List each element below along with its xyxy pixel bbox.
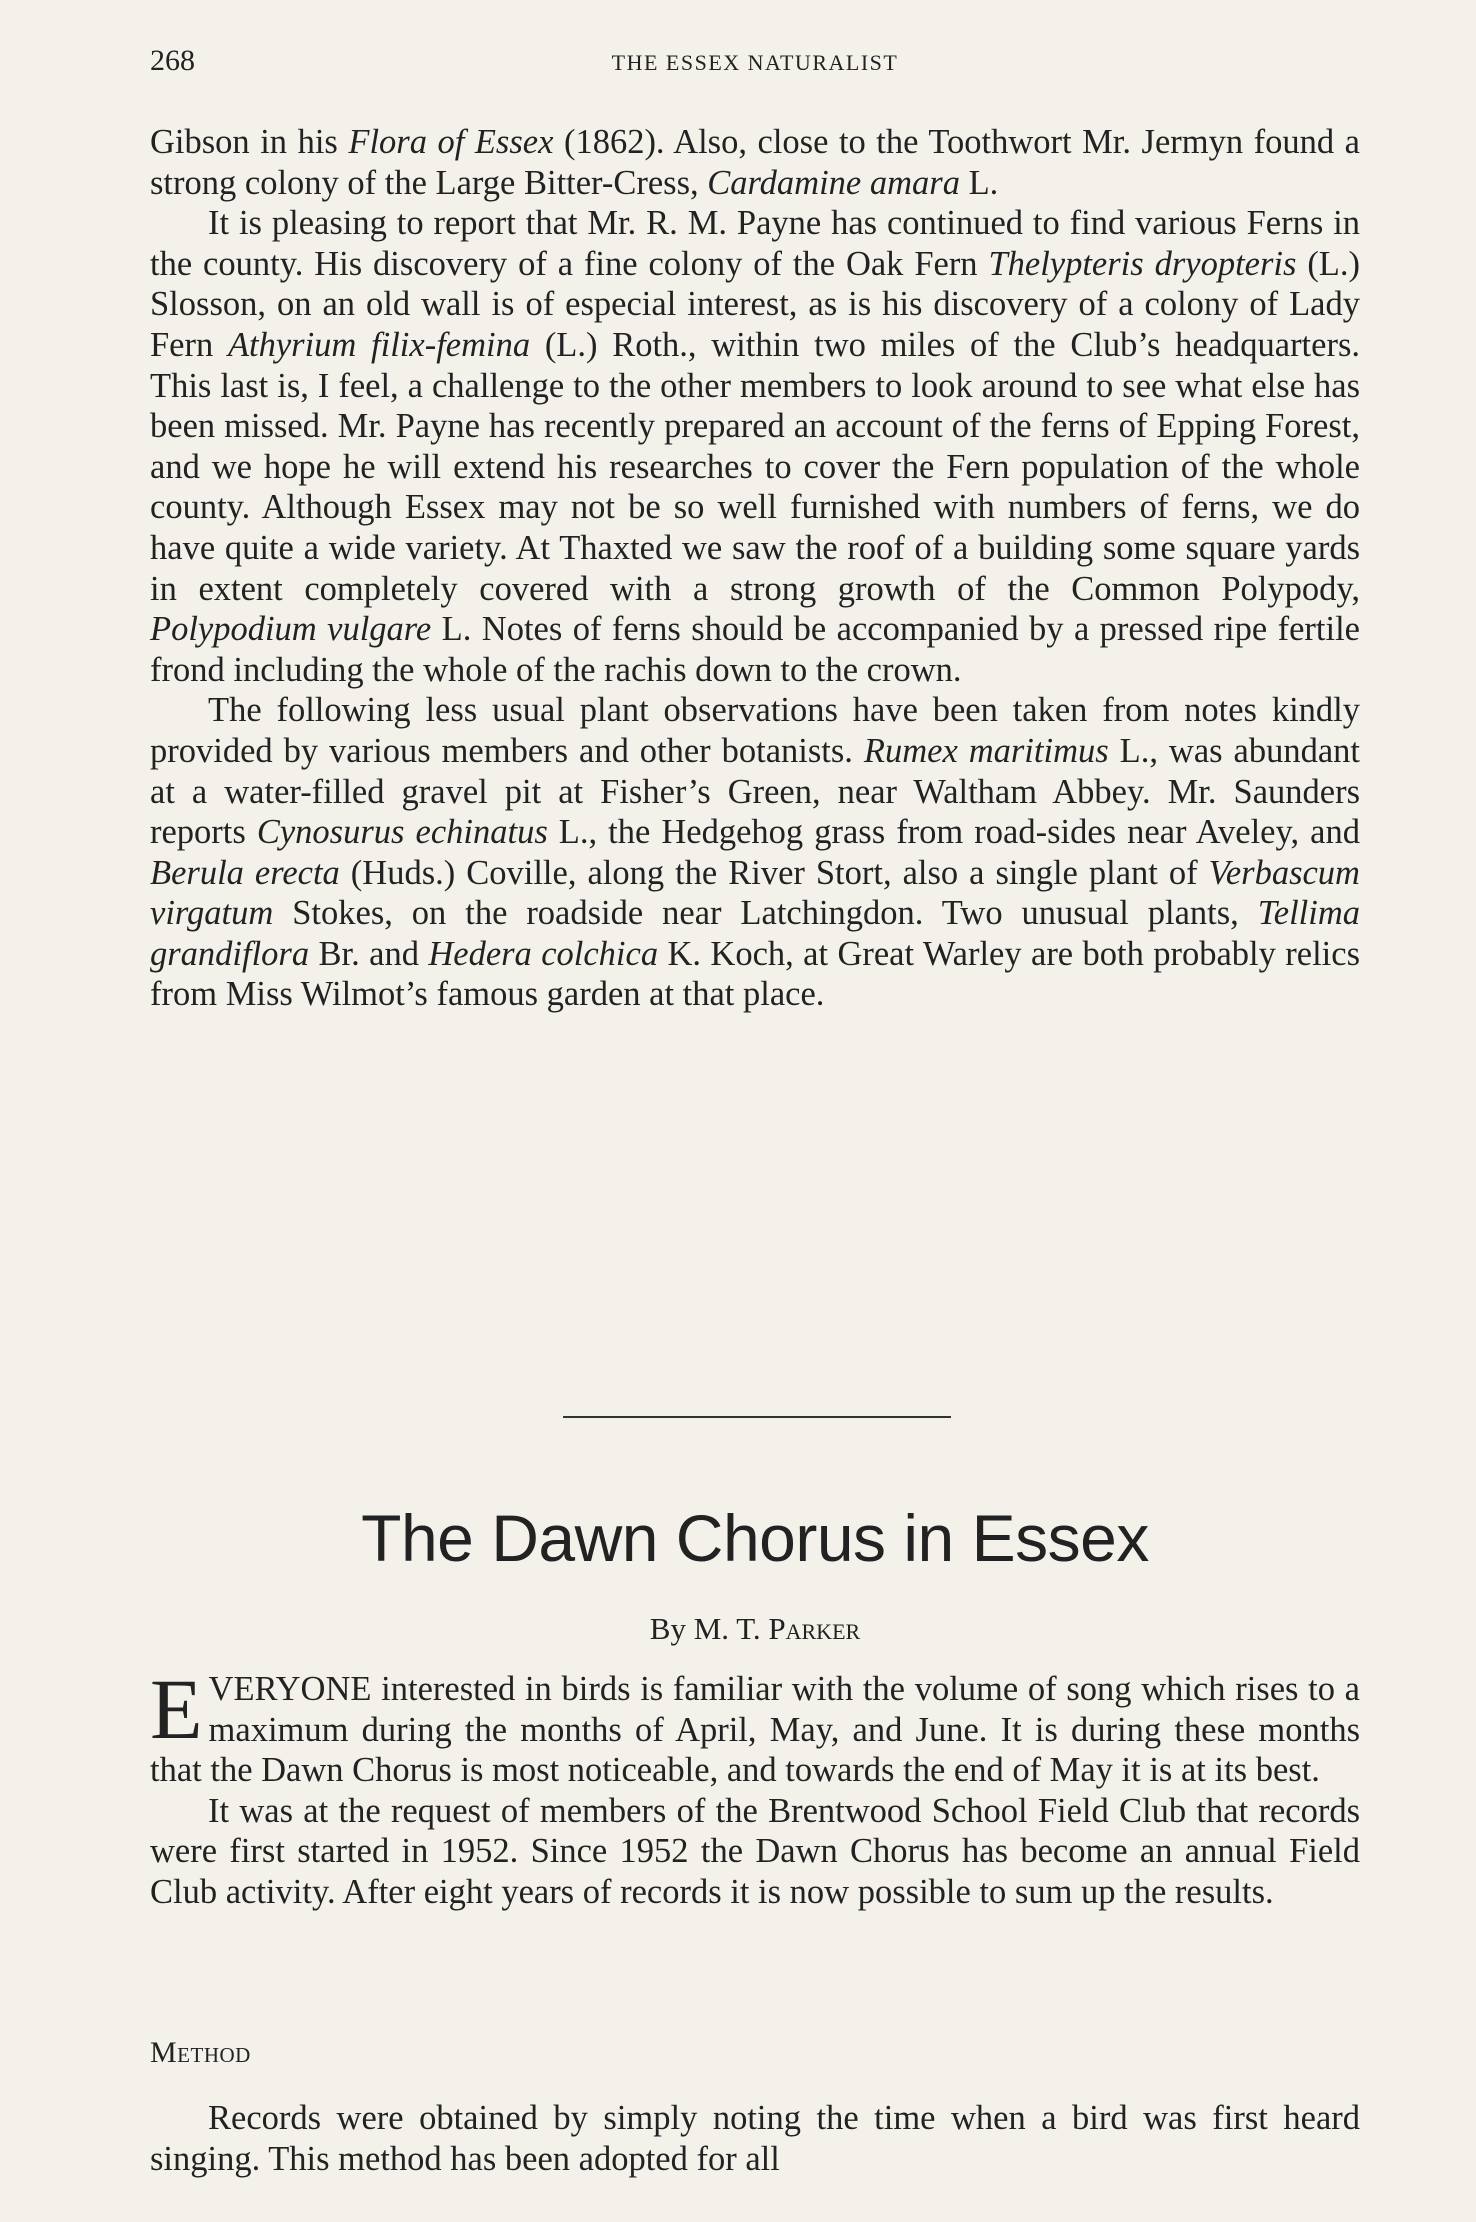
- paragraph-gibson: Gibson in his Flora of Essex (1862). Also, close to the Toothwort Mr. Jermyn found a strong colony of the Large Bitter-Cress, Cardamine amara L.: [150, 123, 1360, 202]
- section-divider: [563, 1416, 951, 1418]
- paragraph-method: Records were obtained by simply noting the time when a bird was first heard singing. This method has been adopted for all: [150, 2099, 1360, 2178]
- article-title: The Dawn Chorus in Essex: [361, 1501, 1149, 1575]
- paragraph-intro: EVERYONE interested in birds is familiar with the volume of song which rises to a maximum during the months of April, May, and June. It is during these months that the Dawn Chorus is most noticeable, and towards the end of May it is at its best.: [150, 1661, 1360, 1790]
- byline: By M. T. Parker: [649, 1611, 861, 1646]
- page-number: 268: [150, 44, 195, 77]
- previous-article-text: [150, 122, 1360, 1015]
- section-heading-method: Method: [150, 2036, 251, 2069]
- method-text: [150, 2098, 1360, 2179]
- paragraph-plant-observations: The following less usual plant observations have been taken from notes kindly provided by various members and other botanists. Rumex maritimus L., was abundant at a water-filled gravel pit at Fisher’s Green, near Waltham Abbey. Mr. Saunders reports Cynosurus echinatus L., the Hedgehog grass from road-sides near Aveley, and Berula erecta (Huds.) Coville, along the River Stort, also a single plant of Verbascum virgatum Stokes, on the roadside near Latchingdon. Two unusual plants, Tellima grandiflora Br. and Hedera colchica K. Koch, at Great Warley are both probably relics from Miss Wilmot’s famous garden at that place.: [150, 691, 1360, 1014]
- running-header: [150, 44, 1360, 84]
- article-intro: [150, 1661, 1360, 1913]
- journal-title: THE ESSEX NATURALIST: [611, 50, 899, 75]
- paragraph-records: It was at the request of members of the Brentwood School Field Club that records were first started in 1952. Since 1952 the Dawn Chorus has become an annual Field Club activity. After eight years of records it is now possible to sum up the results.: [150, 1791, 1360, 1911]
- paragraph-ferns: It is pleasing to report that Mr. R. M. Payne has continued to find various Ferns in the county. His discovery of a fine colony of the Oak Fern Thelypteris dryopteris (L.) Slosson, on an old wall is of especial interest, as is his discovery of a colony of Lady Fern Athyrium filix-femina (L.) Roth., within two miles of the Club’s headquarters. This last is, I feel, a challenge to the other members to look around to see what else has been missed. Mr. Payne has recently prepared an account of the ferns of Epping Forest, and we hope he will extend his researches to cover the Fern population of the whole county. Although Essex may not be so well furnished with numbers of ferns, we do have quite a wide variety. At Thaxted we saw the roof of a building some square yards in extent completely covered with a strong growth of the Common Polypody, Polypodium vulgare L. Notes of ferns should be accompanied by a pressed ripe fertile frond including the whole of the rachis down to the crown.: [150, 204, 1360, 689]
- drop-cap: E: [150, 1661, 203, 1757]
